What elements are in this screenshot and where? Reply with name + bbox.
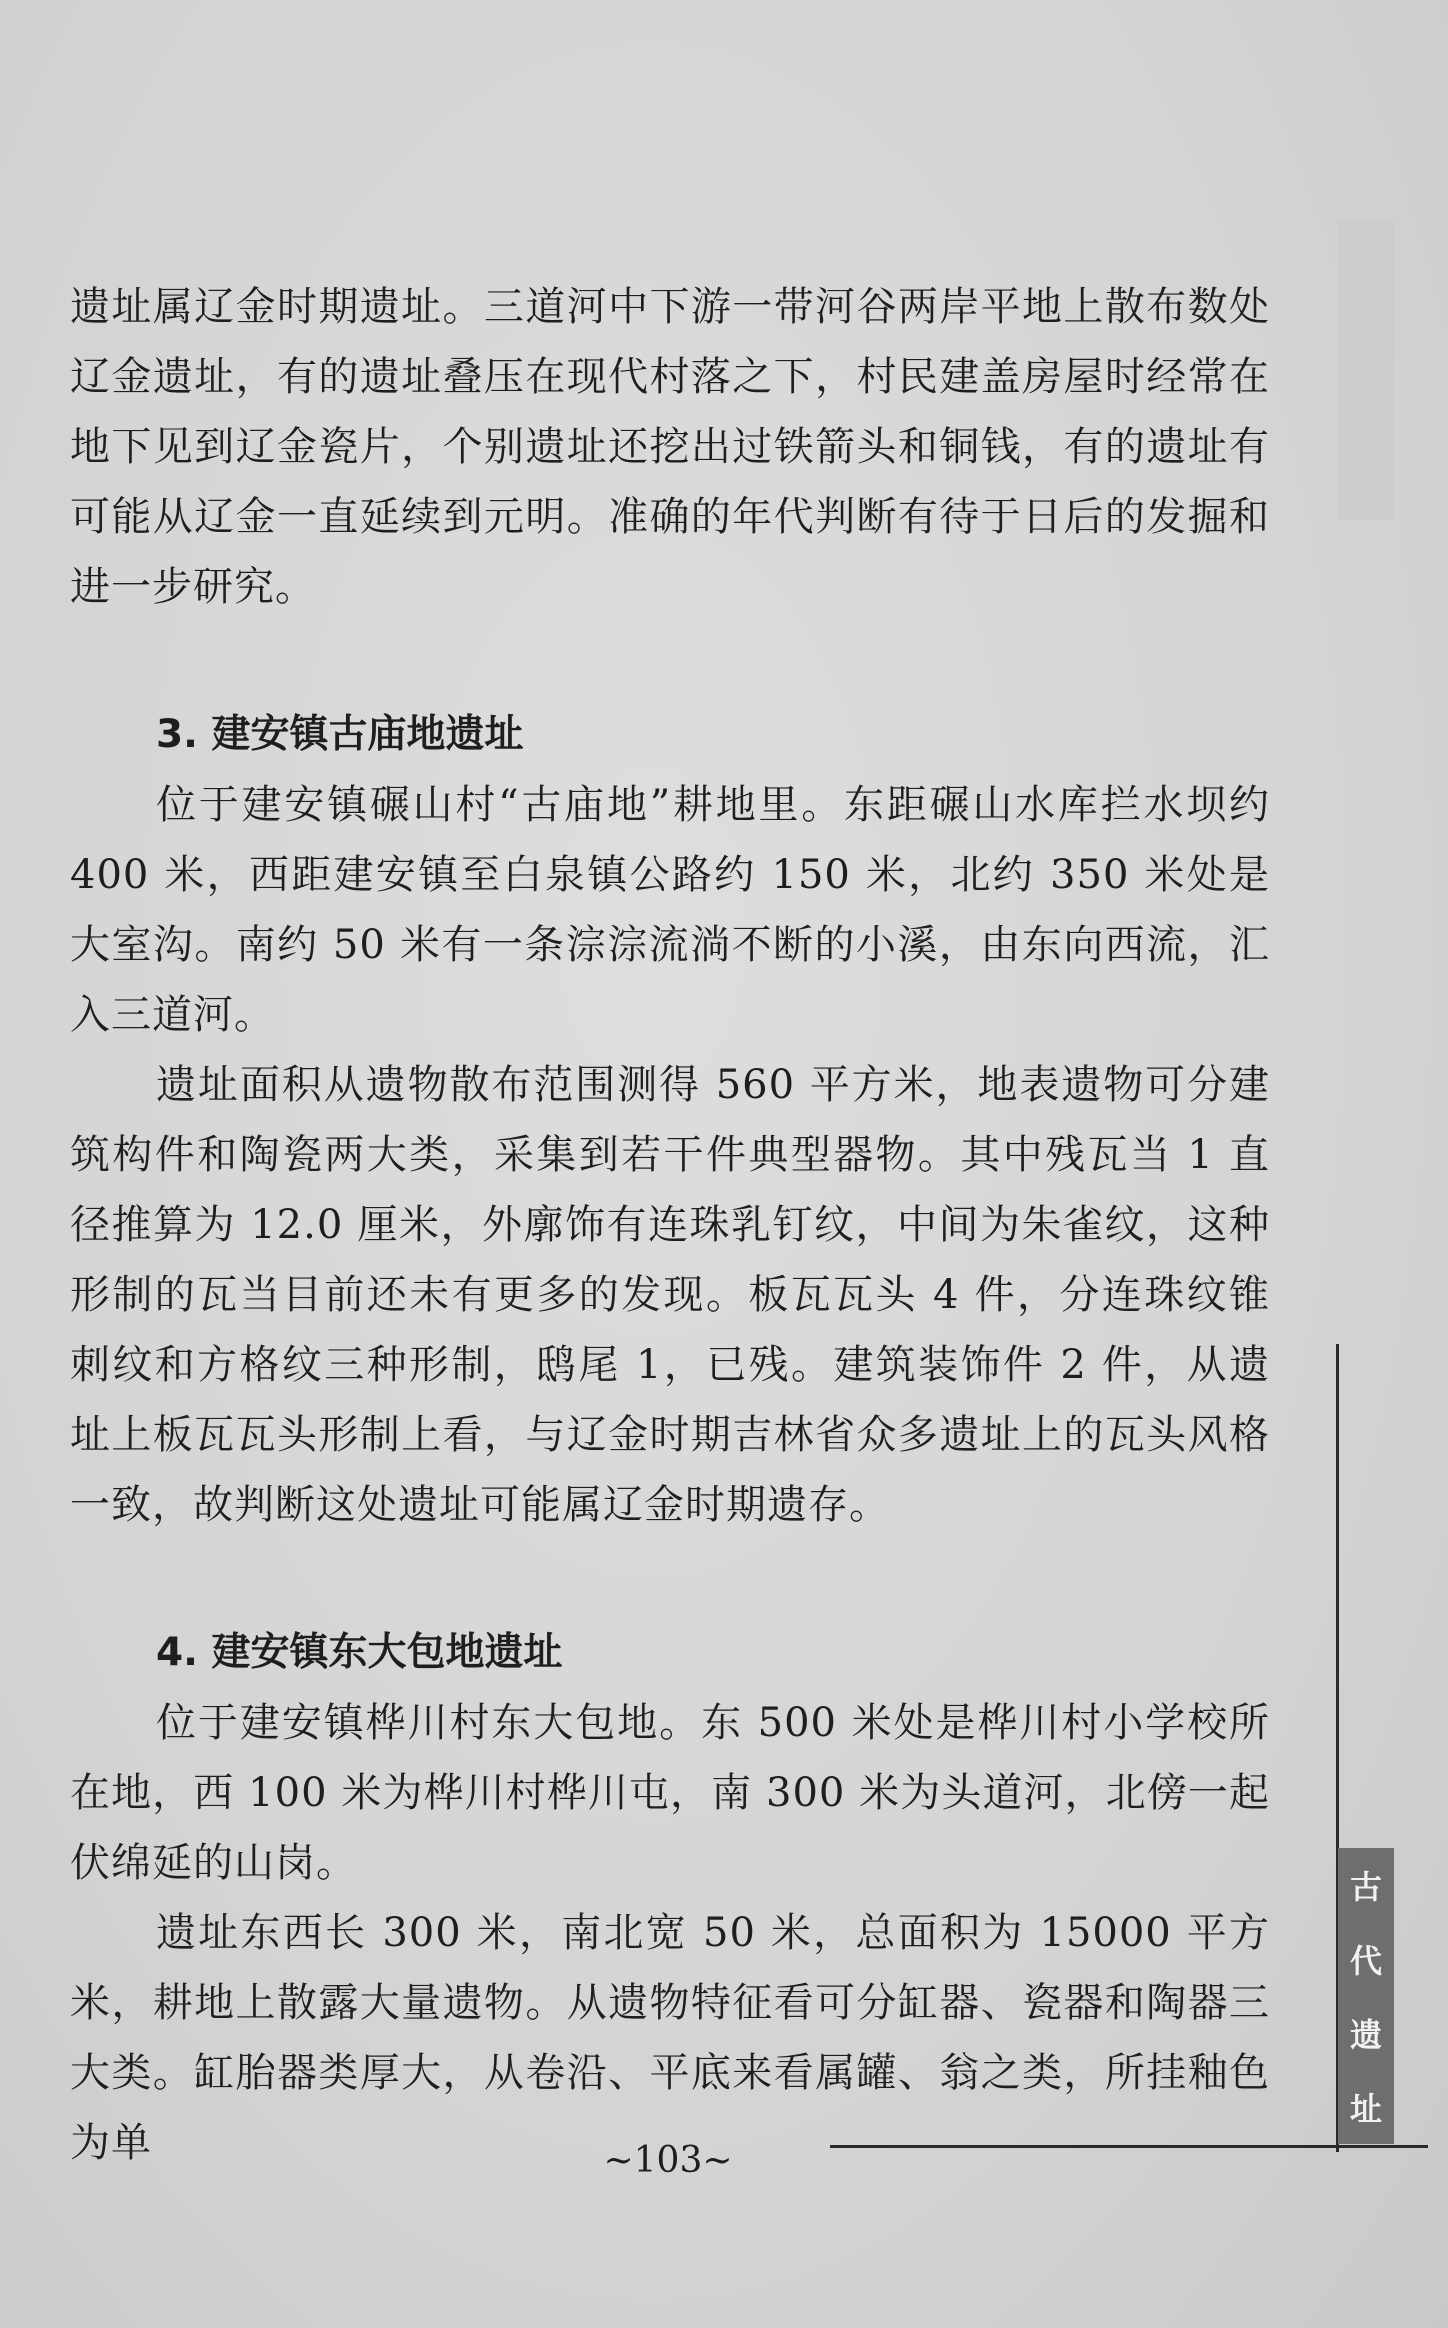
paragraph-2: 位于建安镇碾山村“古庙地”耕地里。东距碾山水库拦水坝约400 米，西距建安镇至白泉镇公路约 150 米，北约 350 米处是大室沟。南约 50 米有一条淙淙流淌不断的小溪，由东向西流，汇入三道河。 bbox=[70, 782, 1270, 1038]
side-tab-char: 古 bbox=[1349, 1868, 1382, 1906]
side-tab-char: 址 bbox=[1349, 2090, 1382, 2128]
section-heading-3: 3. 建安镇古庙地遗址 bbox=[156, 712, 524, 757]
page-number: ~103~ bbox=[603, 2140, 733, 2181]
paragraph-4: 位于建安镇桦川村东大包地。东 500 米处是桦川村小学校所在地，西 100 米为桦川村桦川屯，南 300 米为头道河，北傍一起伏绵延的山岗。 bbox=[70, 1700, 1270, 1886]
side-tab-char: 代 bbox=[1349, 1942, 1382, 1980]
paragraph-3: 遗址面积从遗物散布范围测得 560 平方米，地表遗物可分建筑构件和陶瓷两大类，采集到若干件典型器物。其中残瓦当 1 直径推算为 12.0 厘米，外廓饰有连珠乳钉纹，中间为朱雀纹，这种形制的瓦当目前还未有更多的发现。板瓦瓦头 4 件，分连珠纹锥刺纹和方格纹三种形制，鸱尾 1，已残。建筑装饰件 2 件，从遗址上板瓦瓦头形制上看，与辽金时期吉林省众多遗址上的瓦头风格一致，故判断这处遗址可能属辽金时期遗存。 bbox=[70, 1062, 1270, 1528]
body-text bbox=[70, 272, 1270, 2178]
faint-side-tab bbox=[1338, 220, 1394, 520]
side-tab-char: 遗 bbox=[1349, 2016, 1382, 2054]
paragraph-5: 遗址东西长 300 米，南北宽 50 米，总面积为 15000 平方米，耕地上散露大量遗物。从遗物特征看可分缸器、瓷器和陶器三大类。缸胎器类厚大，从卷沿、平底来看属罐、翁之类，所挂釉色为单 bbox=[70, 1910, 1270, 2166]
paragraph-1: 遗址属辽金时期遗址。三道河中下游一带河谷两岸平地上散布数处辽金遗址，有的遗址叠压在现代村落之下，村民建盖房屋时经常在地下见到辽金瓷片，个别遗址还挖出过铁箭头和铜钱，有的遗址有可能从辽金一直延续到元明。准确的年代判断有待于日后的发掘和进一步研究。 bbox=[70, 284, 1270, 610]
section-heading-4: 4. 建安镇东大包地遗址 bbox=[156, 1630, 563, 1675]
chapter-side-tab bbox=[1338, 1848, 1394, 2144]
